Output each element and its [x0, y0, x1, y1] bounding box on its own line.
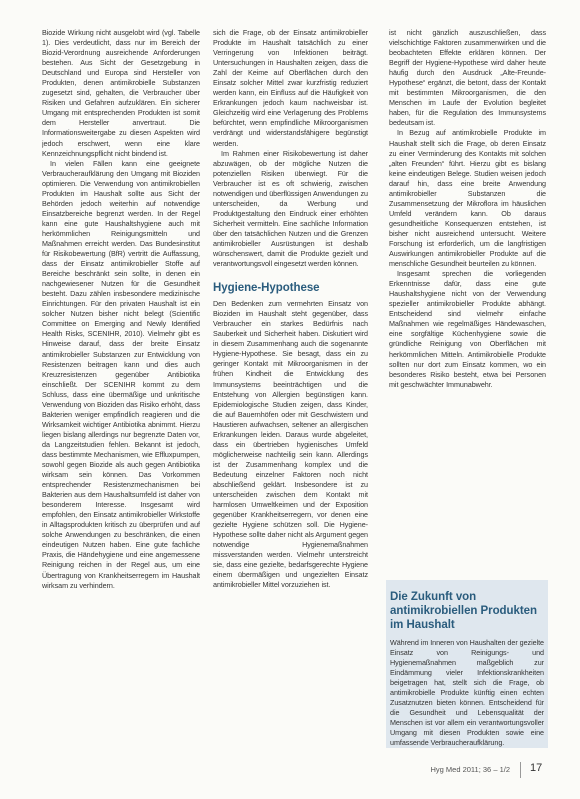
box-paragraph: Während im Inneren von Haushalten der gezielte Einsatz von Reinigungs- und Hygienemaßnahmen maßgeblich zur Eindämmung vieler Infektionskrankheiten beigetragen hat, stellt sich die Frage, ob antimikrobielle Produkte künftig einen echten Zusatznutzen bieten können. Entscheidend für die Gesundheit und Lebensqualität der Menschen ist vor allem ein verantwortungsvoller Umgang mit diesen Produkten sowie eine umfassende Verbraucheraufklärung. — [390, 638, 544, 748]
text-column-2 — [213, 28, 368, 748]
box-heading: Die Zukunft von antimikrobiellen Produkten im Haushalt — [390, 591, 537, 631]
page-footer — [0, 762, 580, 782]
paragraph: sich die Frage, ob der Einsatz antimikrobieller Produkte im Haushalt tatsächlich zu einer Verringerung von Infektionen beiträgt. Untersuchungen in Haushalten zeigen, dass die Zahl der Keime auf Oberflächen durch den Einsatz solcher Mittel zwar kurzfristig reduziert werden kann, ein Einfluss auf die Häufigkeit von Erkrankungen jedoch kaum nachweisbar ist. Gleichzeitig wird eine Verlagerung des Problems befürchtet, wenn empfindliche Mikroorganismen verdrängt und widerstandsfähigere begünstigt werden. — [213, 28, 368, 148]
journal-citation: Hyg Med 2011; 36 – 1/2 — [430, 765, 510, 774]
paragraph: Biozide Wirkung nicht ausgelobt wird (vgl. Tabelle 1). Dies verdeutlicht, dass nur im Bereich der Biozid-Verordnung ausreichende Anforderungen bestehen. Aus Sicht der Gesetzgebung in Deutschland und Europa sind Hersteller von Produkten, denen antimikrobielle Substanzen zugesetzt sind, gehalten, die Verbraucher über Risiken und Gefahren aufzuklären. Ein sicherer Umgang mit entsprechenden Produkten ist somit dem Hersteller anvertraut. Die Informationsweitergabe zu diesen Aspekten wird jedoch erschwert, wenn eine klare Kennzeichnungspflicht nicht bindend ist. — [42, 28, 200, 158]
info-box — [386, 580, 548, 748]
paragraph: In vielen Fällen kann eine geeignete Verbraucheraufklärung den Umgang mit Bioziden optimieren. Die Verwendung von antimikrobiellen Produkten im Haushalt sollte aus Sicht der Behörden jedoch weiterhin auf notwendige Einsatzbereiche begrenzt werden. In der Regel kann eine gute Haushaltshygiene auch mit herkömmlichen Reinigungsmitteln und Maßnahmen erreicht werden. Das Bundesinstitut für Risikobewertung (BfR) vertritt die Auffassung, dass der Einsatz antimikrobieller Stoffe auf Bereiche beschränkt sein sollte, in denen ein nachgewiesener Nutzen für die Gesundheit besteht. Dazu zählen insbesondere medizinische Einrichtungen. Für den privaten Haushalt ist ein solcher Nutzen bisher nicht belegt (Scientific Committee on Emerging and Newly Identified Health Risks, SCENIHR, 2010). Vielmehr gibt es Hinweise darauf, dass der breite Einsatz antimikrobieller Substanzen zur Entwicklung von Resistenzen beitragen kann und dies auch Kreuzresistenzen gegenüber Antibiotika einschließt. Der SCENIHR kommt zu dem Schluss, dass eine übermäßige und unkritische Verwendung von Bioziden das Risiko erhöht, dass Bakterien weniger empfindlich reagieren und die Wirksamkeit wichtiger Antibiotika abnimmt. Hierzu liegen bislang allerdings nur begrenzte Daten vor, da Langzeitstudien fehlen. Bekannt ist jedoch, dass bestimmte Mechanismen, wie Effluxpumpen, sowohl gegen Biozide als auch gegen Antibiotika wirksam sein können. Das Vorkommen entsprechender Resistenzmechanismen bei Bakterien aus dem Haushaltsumfeld ist daher von besonderem Interesse. Insgesamt wird empfohlen, den Einsatz antimikrobieller Wirkstoffe in Alltagsprodukten kritisch zu überprüfen und auf solche Anwendungen zu beschränken, die einen eindeutigen Nutzen haben. Eine gute fachliche Praxis, die Händehygiene und eine angemessene Reinigung reichen in der Regel aus, um eine Übertragung von Krankheitserregern im Haushalt wirksam zu verhindern. — [42, 158, 200, 590]
text-column-3 — [389, 28, 546, 573]
paragraph: Im Rahmen einer Risikobewertung ist daher abzuwägen, ob der mögliche Nutzen die potenziellen Risiken überwiegt. Für die Verbraucher ist es oft schwierig, zwischen notwendigen und überflüssigen Anwendungen zu unterscheiden, da Werbung und Produktgestaltung den Eindruck einer erhöhten Sicherheit vermitteln. Eine sachliche Information über den tatsächlichen Nutzen und die Grenzen antimikrobieller Ausrüstungen ist deshalb wünschenswert, damit die Produkte gezielt und verantwortungsvoll eingesetzt werden können. — [213, 148, 368, 269]
page-number: 17 — [530, 762, 543, 774]
paragraph: ist nicht gänzlich auszuschließen, dass vielschichtige Faktoren zusammenwirken und die beobachteten Effekte erklären können. Der Begriff der Hygiene-Hypothese wird daher heute häufig durch den Ausdruck „Alte-Freunde-Hypothese“ ergänzt, die betont, dass der Kontakt mit bestimmten Mikroorganismen, die den Menschen im Laufe der Evolution begleitet haben, für die Regulation des Immunsystems bedeutsam ist. — [389, 28, 546, 128]
paragraph: Insgesamt sprechen die vorliegenden Erkenntnisse dafür, dass eine gute Haushaltshygiene nicht von der Verwendung spezieller antimikrobieller Produkte abhängt. Entscheidend sind vielmehr einfache Maßnahmen wie regelmäßiges Händewaschen, eine sorgfältige Küchenhygiene sowie die gründliche Reinigung von Oberflächen mit herkömmlichen Mitteln. Antimikrobielle Produkte sollten nur dort zum Einsatz kommen, wo ein besonderes Risiko besteht, etwa bei Personen mit geschwächter Immunabwehr. — [389, 269, 546, 389]
text-column-1 — [42, 28, 200, 748]
paragraph: Den Bedenken zum vermehrten Einsatz von Bioziden im Haushalt steht gegenüber, dass Verbraucher ein starkes Bedürfnis nach Sauberkeit und Sicherheit haben. Diskutiert wird in diesem Zusammenhang auch die sogenannte Hygiene-Hypothese. Sie besagt, dass ein zu geringer Kontakt mit Mikroorganismen in der frühen Kindheit die Entwicklung des Immunsystems beeinträchtigen und die Entstehung von Allergien begünstigen kann. Epidemiologische Studien zeigen, dass Kinder, die auf Bauernhöfen oder mit Geschwistern und Haustieren aufwachsen, seltener an allergischen Erkrankungen leiden. Daraus wurde abgeleitet, dass ein übertrieben hygienisches Umfeld möglicherweise nachteilig sein kann. Allerdings ist der Zusammenhang komplex und die Bedeutung einzelner Faktoren noch nicht abschließend geklärt. Insbesondere ist zu unterscheiden zwischen dem Kontakt mit harmlosen Umweltkeimen und der Exposition gegenüber Krankheitserregern, vor denen eine gezielte Hygiene schützen soll. Die Hygiene-Hypothese sollte daher nicht als Argument gegen notwendige Hygienemaßnahmen missverstanden werden. Vielmehr unterstreicht sie, dass eine gezielte, bedarfsgerechte Hygiene einem übermäßigen und ungezielten Einsatz antimikrobieller Mittel vorzuziehen ist. — [213, 299, 368, 590]
footer-divider — [520, 762, 521, 778]
section-heading-hygiene: Hygiene-Hypothese — [213, 282, 320, 295]
paragraph: In Bezug auf antimikrobielle Produkte im Haushalt stellt sich die Frage, ob deren Einsatz zu einer Verminderung des Kontakts mit solchen „alten Freunden“ führt. Hierzu gibt es bislang keine eindeutigen Belege. Studien weisen jedoch darauf hin, dass eine breite Anwendung antimikrobieller Substanzen die Zusammensetzung der Mikroflora im häuslichen Umfeld verändern kann. Ob daraus gesundheitliche Konsequenzen entstehen, ist bisher nicht ausreichend untersucht. Weitere Forschung ist erforderlich, um die langfristigen Auswirkungen antimikrobieller Produkte auf die menschliche Gesundheit beurteilen zu können. — [389, 128, 546, 269]
